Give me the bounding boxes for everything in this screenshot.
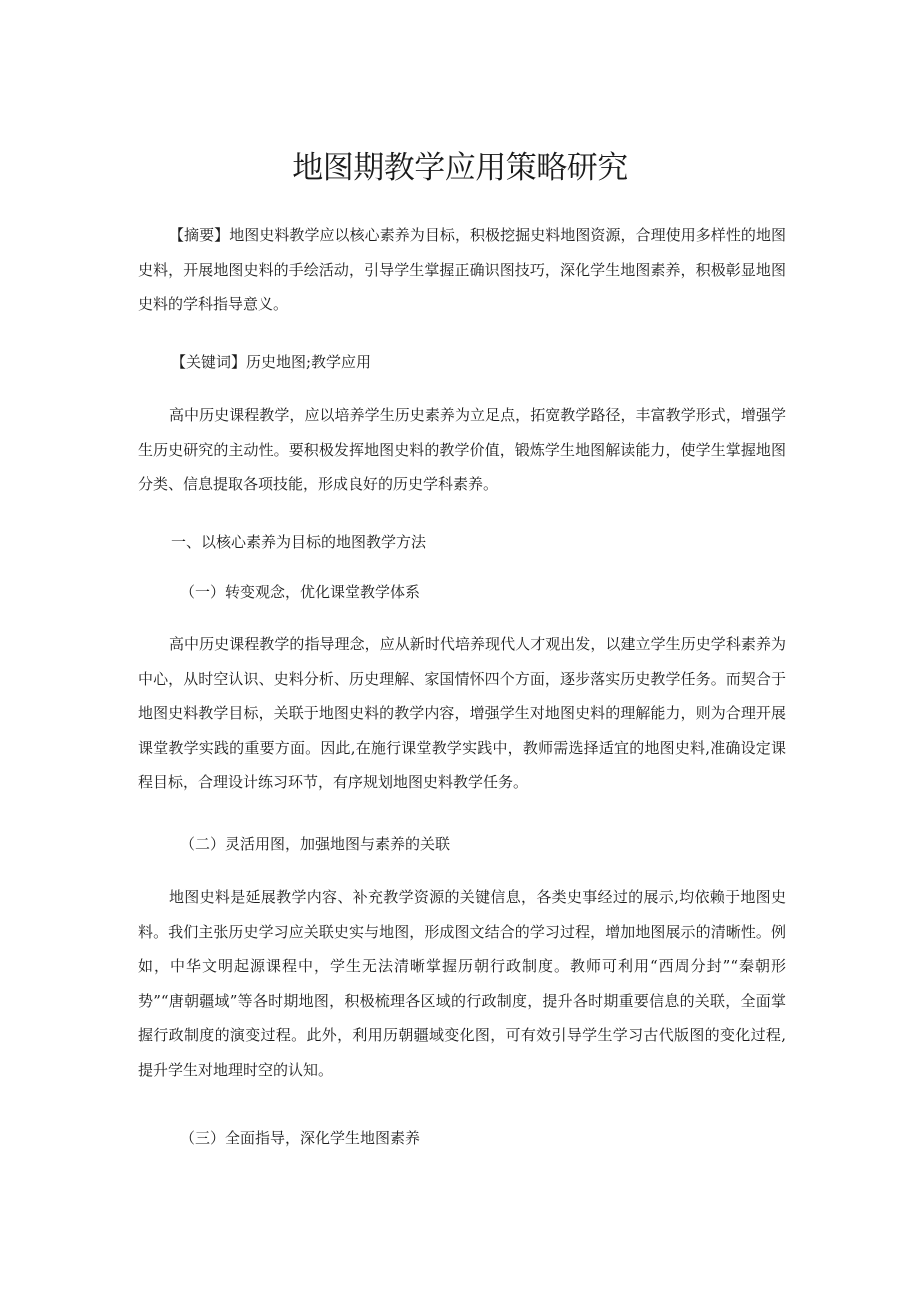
subsection-heading-2: （二）灵活用图，加强地图与素养的关联 — [180, 835, 451, 853]
section-heading-1: 一、以核心素养为目标的地图教学方法 — [171, 533, 427, 551]
page-title: 地图期教学应用策略研究 — [292, 150, 628, 186]
subsection-1-body: 高中历史课程教学的指导理念，应从新时代培养现代人才观出发，以建立学生历史学科素养为中心，从时空认识、史料分析、历史理解、家国情怀四个方面，逐步落实历史教学任务。而契合于地图史料教学目标，关联于地图史料的教学内容，增强学生对地图史料的理解能力，则为合理开展课堂教学实践的重要方面。因此,在施行课堂教学实践中，教师需选择适宜的地图史料,准确设定课程目标，合理设计练习环节，有序规划地图史料教学任务。 — [138, 635, 786, 791]
subsection-2-body: 地图史料是延展教学内容、补充教学资源的关键信息，各类史事经过的展示,均依赖于地图史料。我们主张历史学习应关联史实与地图，形成图文结合的学习过程，增加地图展示的清晰性。例如，中华文明起源课程中，学生无法清晰掌握历朝行政制度。教师可利用“西周分封”“秦朝形势”“唐朝疆域”等各时期地图，积极梳理各区域的行政制度，提升各时期重要信息的关联，全面掌握行政制度的演变过程。此外，利用历朝疆域变化图，可有效引导学生学习古代版图的变化过程,提升学生对地理时空的认知。 — [138, 888, 786, 1079]
intro-paragraph: 高中历史课程教学，应以培养学生历史素养为立足点，拓宽教学路径，丰富教学形式，增强学生历史研究的主动性。要积极发挥地图史料的教学价值，锻炼学生地图解读能力，使学生掌握地图分类、信息提取各项技能，形成良好的历史学科素养。 — [138, 406, 786, 493]
subsection-heading-1: （一）转变观念，优化课堂教学体系 — [180, 583, 421, 601]
abstract-paragraph: 【摘要】地图史料教学应以核心素养为目标，积极挖掘史料地图资源，合理使用多样性的地图史料，开展地图史料的手绘活动，引导学生掌握正确识图技巧，深化学生地图素养，积极彰显地图史料的学科指导意义。 — [138, 226, 786, 313]
keywords-line: 【关键词】历史地图;教学应用 — [171, 353, 372, 371]
subsection-heading-3: （三）全面指导，深化学生地图素养 — [180, 1129, 421, 1147]
